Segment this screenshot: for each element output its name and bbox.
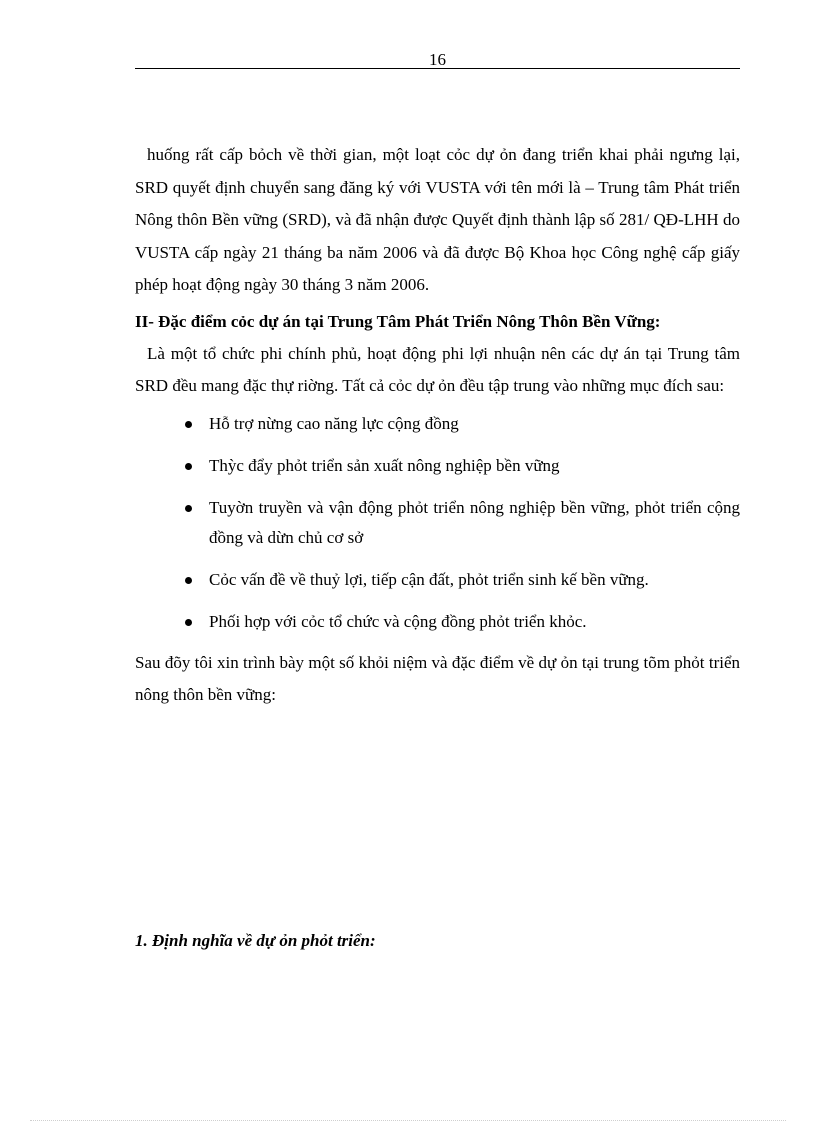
footer-divider [30, 1120, 786, 1121]
list-item-text: Hỗ trợ nừng cao năng lực cộng đồng [209, 413, 459, 433]
list-item [135, 607, 740, 637]
list-item [135, 493, 740, 553]
list-item-text: Tuyờn truyền và vận động phỏt triển nông nghiệp bền vững, phỏt triển cộng đồng và dừn chủ cơ sở [209, 497, 740, 547]
list-item [135, 451, 740, 481]
section-title-definition: 1. Định nghĩa về dự ỏn phỏt triển: [135, 931, 376, 950]
section-heading-ii: II- Đặc điểm cỏc dự án tại Trung Tâm Phát Triển Nông Thôn Bền Vững: [135, 311, 661, 331]
bullet-icon [185, 463, 192, 470]
bullet-icon [185, 577, 192, 584]
list-item-text: Thỳc đẩy phỏt triển sản xuất nông nghiệp bền vững [209, 455, 560, 475]
bullet-icon [185, 619, 192, 626]
bullet-icon [185, 505, 192, 512]
list-item-text: Phối hợp với cỏc tổ chức và cộng đồng phỏt triển khỏc. [209, 611, 587, 631]
paragraph-srd-purpose: Là một tổ chức phi chính phủ, hoạt động phi lợi nhuận nên các dự án tại Trung tâm SRD đều mang đặc thự riờng. Tất cả cỏc dự ỏn đều tập trung vào những mục đích sau: [135, 343, 740, 395]
bullet-icon [185, 421, 192, 428]
purpose-list [135, 409, 740, 637]
page-number: 16 [429, 50, 446, 69]
paragraph-srd-history: huống rất cấp bỏch về thời gian, một loạt cỏc dự ỏn đang triển khai phải ngưng lại, SRD quyết định chuyển sang đăng ký với VUSTA với tên mới là – Trung tâm Phát triển Nông thôn Bền vững (SRD), và đã nhận được Quyết định thành lập số 281/ QĐ-LHH do VUSTA cấp ngày 21 tháng ba năm 2006 và đã được Bộ Khoa học Công nghệ cấp giấy phép hoạt động ngày 30 tháng 3 năm 2006. [135, 145, 740, 294]
document-body [135, 139, 740, 712]
list-item [135, 409, 740, 439]
list-item-text: Cỏc vấn đề về thuỷ lợi, tiếp cận đất, phỏt triển sinh kế bền vững. [209, 569, 649, 589]
paragraph-introduction: Sau đõy tôi xin trình bày một số khỏi niệm và đặc điểm về dự ỏn tại trung tõm phỏt triển nông thôn bền vững: [135, 652, 740, 704]
list-item [135, 565, 740, 595]
header-rule [135, 68, 740, 69]
